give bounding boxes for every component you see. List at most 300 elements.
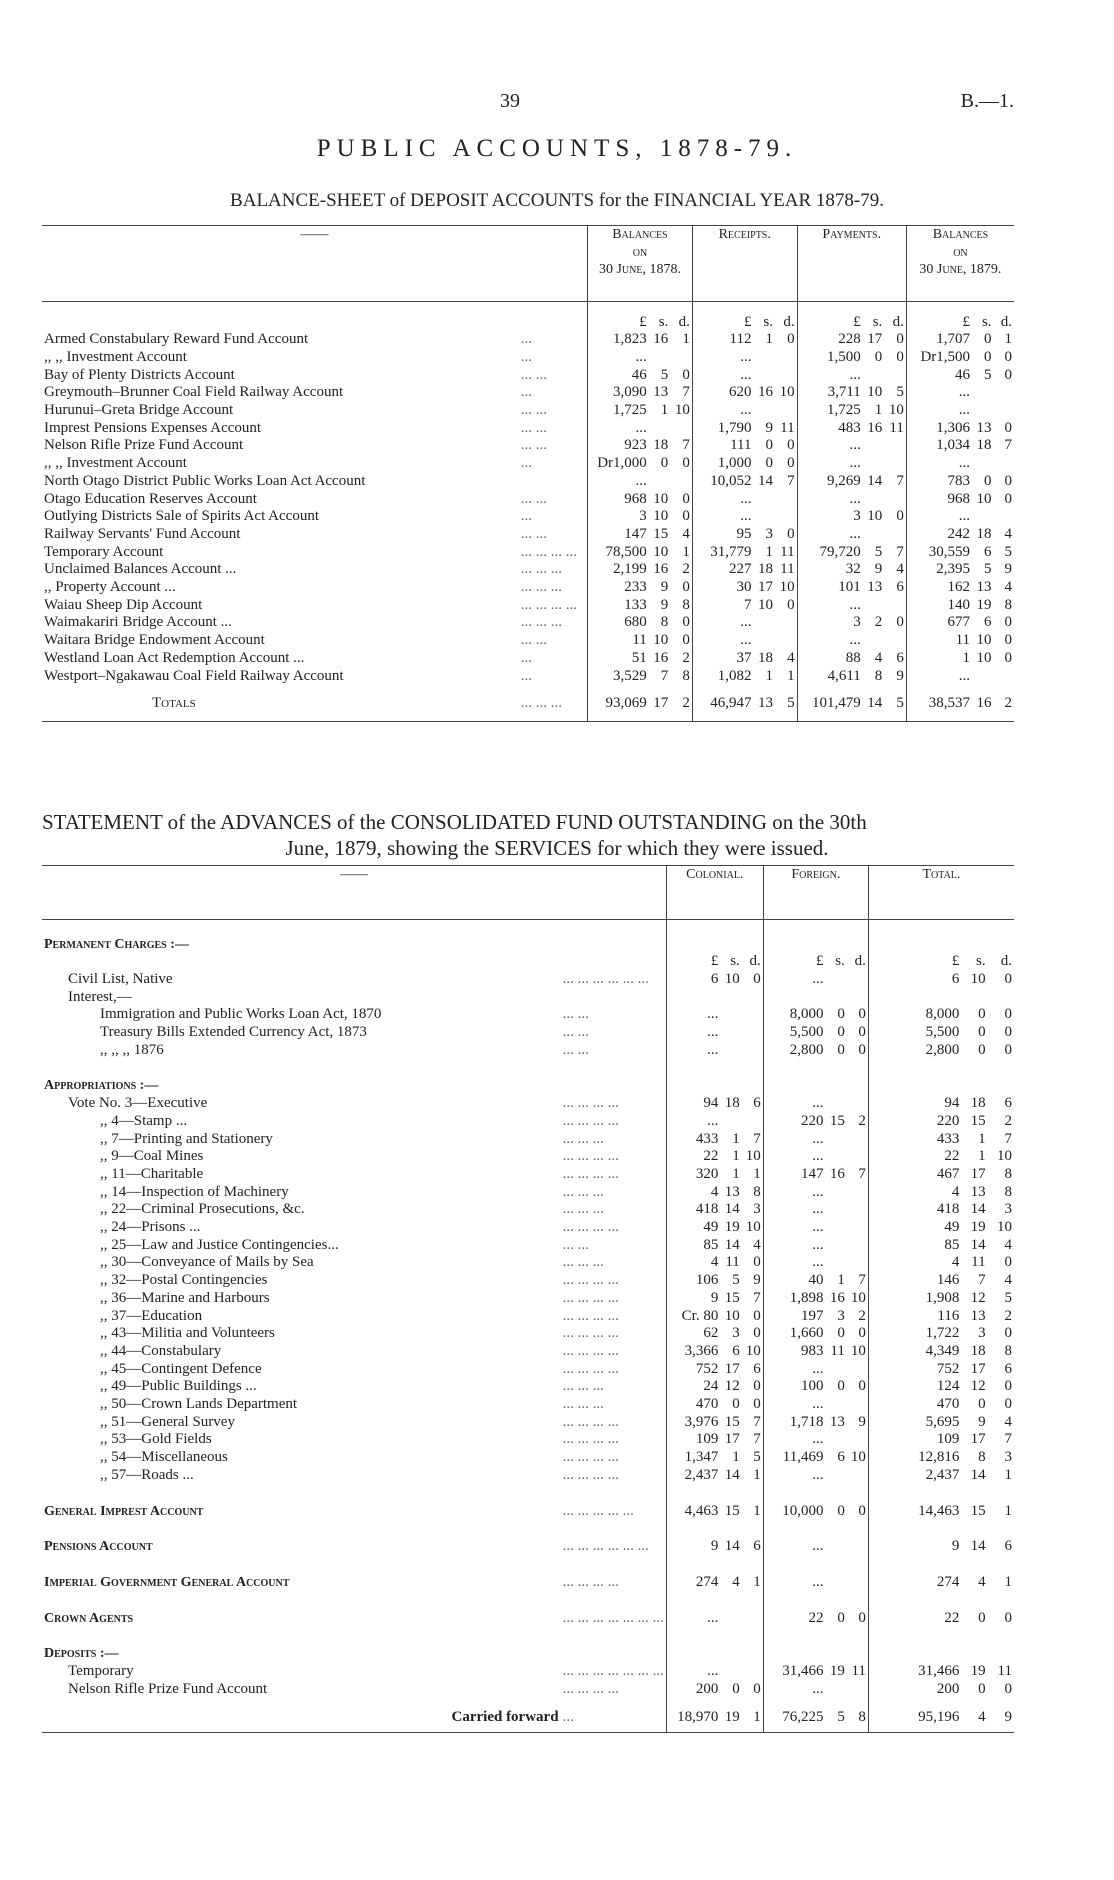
- foreign-pence: [847, 1219, 869, 1237]
- spacer: [868, 1627, 961, 1645]
- foreign-pence: 7: [847, 1272, 869, 1290]
- spacer: [519, 314, 588, 332]
- header-total: Total.: [922, 867, 961, 882]
- label-text: ,, 57—Roads ...: [100, 1466, 194, 1483]
- spacer: [720, 1485, 741, 1503]
- opening-shillings: [649, 420, 671, 438]
- foreign-pounds: 31,466: [782, 1663, 824, 1680]
- row-label: [42, 1148, 561, 1166]
- total-opening-shillings: 17: [649, 695, 671, 721]
- receipts-pence: [775, 508, 797, 526]
- colonial-pence: 7: [742, 1414, 764, 1432]
- total-shillings: 14: [970, 1538, 986, 1555]
- opening-shillings: 15: [653, 525, 669, 542]
- total-pounds: 12,816: [918, 1449, 960, 1466]
- spacer: [868, 1485, 961, 1503]
- service-row: [42, 1396, 1014, 1414]
- unit-label: £: [744, 313, 752, 330]
- row-label: [42, 561, 519, 579]
- receipts-pounds: 10,052: [710, 472, 752, 489]
- payments-pence: [884, 455, 906, 473]
- row-label: [42, 508, 519, 526]
- total-payments-shillings: 14: [863, 695, 885, 721]
- spacer: [42, 1059, 561, 1077]
- spacer: [797, 685, 863, 695]
- spacer: [868, 1592, 961, 1610]
- spacer: [42, 1627, 561, 1645]
- payments-pounds: ...: [849, 490, 861, 507]
- spacer: [561, 953, 667, 971]
- payments-pence: [884, 526, 906, 544]
- spacer: [763, 1592, 825, 1610]
- foreign-pence: 0: [847, 1503, 869, 1521]
- opening-pence: 2: [670, 561, 692, 579]
- section-row: [42, 1503, 1014, 1521]
- leader-dots: ... ... ... ... ... ...: [561, 1538, 667, 1556]
- receipts-shillings: 14: [758, 472, 774, 489]
- label-text: Hurunui–Greta Bridge Account: [44, 402, 234, 419]
- receipts-pounds: ...: [740, 614, 752, 631]
- leader-dots: ... ...: [561, 1024, 667, 1042]
- total-pence: 2: [1004, 1307, 1012, 1324]
- row-label: [42, 437, 519, 455]
- account-row: [42, 632, 1014, 650]
- spacer: [42, 1699, 561, 1709]
- spacer: [561, 1699, 667, 1709]
- leader-dots: ... ... ... ...: [561, 1095, 667, 1113]
- leader-dots: ...: [519, 650, 588, 668]
- receipts-shillings: 0: [765, 455, 774, 472]
- total-pounds: 31,466: [918, 1663, 960, 1680]
- receipts-pence: 0: [775, 526, 797, 544]
- account-row: [42, 544, 1014, 562]
- payments-pence: 7: [884, 473, 906, 491]
- payments-shillings: 10: [867, 508, 883, 525]
- label-text: Imprest Pensions Expenses Account: [44, 419, 262, 436]
- foreign-pounds: 983: [800, 1342, 824, 1359]
- closing-pounds: 968: [947, 490, 971, 507]
- colonial-shillings: [720, 1113, 741, 1131]
- colonial-pence: 8: [742, 1184, 764, 1202]
- receipts-pence: [775, 402, 797, 420]
- spacer: [863, 302, 885, 314]
- foreign-shillings: [825, 1574, 846, 1592]
- payments-pounds: ...: [849, 437, 861, 454]
- total-opening-pence: 2: [670, 695, 692, 721]
- opening-pence: 7: [670, 384, 692, 402]
- service-row: [42, 1467, 1014, 1485]
- payments-shillings: 14: [867, 472, 883, 489]
- closing-pence: 0: [1004, 419, 1012, 436]
- leader-dots: ... ... ... ...: [561, 1449, 667, 1467]
- foreign-shillings: [825, 936, 846, 954]
- row-label: [42, 1272, 561, 1290]
- cf-total-shillings: 4: [961, 1709, 987, 1733]
- closing-shillings: 5: [984, 366, 992, 383]
- closing-pence: 9: [1004, 561, 1012, 578]
- payments-pounds: ...: [849, 596, 861, 613]
- service-row: [42, 1113, 1014, 1131]
- colonial-pounds: 62: [703, 1325, 719, 1342]
- unit-label: £: [815, 953, 824, 970]
- colonial-pounds: 6: [710, 970, 719, 987]
- payments-shillings: 2: [874, 614, 883, 631]
- colonial-pounds: 85: [703, 1236, 719, 1253]
- spacer: [797, 302, 863, 314]
- foreign-shillings: [825, 1095, 846, 1113]
- spacer: [561, 1520, 667, 1538]
- colonial-pence: [742, 1663, 764, 1681]
- spacer: [868, 1059, 961, 1077]
- opening-pence: [670, 473, 692, 491]
- colonial-pence: 10: [742, 1148, 764, 1166]
- spacer: [961, 1699, 987, 1709]
- account-row: [42, 597, 1014, 615]
- total-closing-pence: 2: [994, 695, 1014, 721]
- opening-shillings: [649, 473, 671, 491]
- closing-shillings: 18: [976, 525, 992, 542]
- row-label: [42, 331, 519, 349]
- label-text: ,, 24—Prisons ...: [100, 1219, 201, 1236]
- colonial-pounds: 320: [695, 1165, 719, 1182]
- payments-pounds: ...: [849, 455, 861, 472]
- foreign-shillings: 13: [829, 1413, 845, 1430]
- colonial-pence: 7: [742, 1431, 764, 1449]
- opening-pounds: 968: [624, 490, 647, 507]
- leader-dots: ... ... ... ...: [561, 1148, 667, 1166]
- foreign-shillings: 16: [829, 1289, 845, 1306]
- closing-pence: 0: [1004, 490, 1012, 507]
- spacer: [720, 1556, 741, 1574]
- unit-label: d.: [1000, 953, 1012, 970]
- foreign-pounds: ...: [812, 1148, 824, 1165]
- row-label: [42, 650, 519, 668]
- label-text: ,, 50—Crown Lands Department: [100, 1396, 298, 1413]
- opening-pence: 1: [670, 331, 692, 349]
- foreign-shillings: 11: [830, 1342, 845, 1359]
- account-row: [42, 455, 1014, 473]
- leader-dots: ... ... ...: [561, 1201, 667, 1219]
- row-label: [42, 420, 519, 438]
- spacer: [763, 1485, 825, 1503]
- spacer: [825, 1627, 846, 1645]
- spacer: [670, 685, 692, 695]
- spacer: [847, 1485, 869, 1503]
- spacer: [868, 920, 961, 936]
- payments-pounds: 1,500: [827, 348, 861, 365]
- leader-dots: ... ... ...: [561, 1254, 667, 1272]
- receipts-pounds: 620: [729, 384, 752, 401]
- closing-shillings: 5: [984, 561, 992, 578]
- total-pence: 8: [1004, 1183, 1012, 1200]
- colonial-pence: [742, 1006, 764, 1024]
- colonial-shillings: 14: [724, 1466, 740, 1483]
- total-shillings: [961, 989, 987, 1007]
- receipts-pence: 11: [775, 420, 797, 438]
- colonial-pounds: 1,347: [684, 1449, 719, 1466]
- row-label: [42, 384, 519, 402]
- closing-pence: 1: [1004, 331, 1012, 348]
- service-row: [42, 1449, 1014, 1467]
- unit-label: £: [710, 953, 719, 970]
- spacer: [868, 1520, 961, 1538]
- opening-shillings: 16: [653, 561, 669, 578]
- receipts-pence: [775, 367, 797, 385]
- label-text: ,, 30—Conveyance of Mails by Sea: [100, 1254, 314, 1271]
- foreign-shillings: [825, 1148, 846, 1166]
- payments-pounds: 4,611: [827, 667, 861, 684]
- colonial-pounds: 49: [703, 1219, 719, 1236]
- total-pence: 0: [1004, 970, 1012, 987]
- spacer: [868, 1556, 961, 1574]
- leader-dots: ... ... ...: [561, 1396, 667, 1414]
- total-shillings: 0: [978, 1041, 986, 1058]
- spacer: [666, 1592, 720, 1610]
- foreign-shillings: [825, 1219, 846, 1237]
- leader-dots: ... ... ... ...: [561, 1325, 667, 1343]
- foreign-pounds: 1,718: [789, 1413, 824, 1430]
- total-pounds: 124: [936, 1378, 960, 1395]
- total-pence: 0: [1004, 1041, 1012, 1058]
- colonial-shillings: 5: [732, 1272, 740, 1289]
- total-pounds: 9: [951, 1538, 960, 1555]
- opening-pence: 2: [670, 650, 692, 668]
- foreign-shillings: [825, 1184, 846, 1202]
- payments-shillings: 10: [867, 384, 883, 401]
- receipts-pounds: 37: [736, 649, 752, 666]
- row-label: [42, 1681, 561, 1699]
- total-pence: 6: [1004, 1095, 1012, 1112]
- spacer: [868, 1699, 961, 1709]
- label-text: Railway Servants' Fund Account: [44, 525, 241, 542]
- total-pence: 0: [1004, 1378, 1012, 1395]
- closing-pence: [994, 668, 1014, 686]
- total-pence: 8: [1004, 1165, 1012, 1182]
- foreign-pounds: ...: [812, 1219, 824, 1236]
- spacer: [988, 1520, 1014, 1538]
- closing-pence: 5: [1004, 543, 1012, 560]
- opening-pence: 0: [670, 632, 692, 650]
- opening-pence: 0: [670, 579, 692, 597]
- leader-dots: ... ... ... ...: [519, 544, 588, 562]
- receipts-pounds: 112: [729, 331, 752, 348]
- colonial-pounds: 4,463: [684, 1502, 719, 1519]
- leader-dots: ... ... ...: [519, 695, 588, 721]
- label-text: Permanent Charges :—: [44, 936, 189, 952]
- leader-dots: ... ... ...: [561, 1184, 667, 1202]
- foreign-pence: 11: [847, 1663, 869, 1681]
- closing-pence: 7: [1004, 437, 1012, 454]
- foreign-shillings: [825, 1131, 846, 1149]
- row-label: [42, 1449, 561, 1467]
- section-row: [42, 1645, 1014, 1663]
- leader-dots: ... ...: [519, 526, 588, 544]
- row-label: [42, 1042, 561, 1060]
- cf-foreign-shillings: 5: [825, 1709, 846, 1733]
- total-pence: 0: [1004, 1024, 1012, 1041]
- service-row: [42, 1431, 1014, 1449]
- foreign-pence: 0: [847, 1378, 869, 1396]
- total-pence: 0: [1004, 1680, 1012, 1697]
- colonial-pounds: 752: [695, 1360, 719, 1377]
- spacer: [847, 1059, 869, 1077]
- receipts-shillings: 16: [758, 384, 774, 401]
- service-row: [42, 1095, 1014, 1113]
- row-label: [42, 989, 561, 1007]
- receipts-pence: 0: [775, 437, 797, 455]
- closing-pounds: 1,034: [936, 437, 971, 454]
- receipts-pence: 10: [775, 579, 797, 597]
- foreign-pounds: ...: [812, 1095, 824, 1112]
- spacer: [742, 1627, 764, 1645]
- closing-pence: [994, 384, 1014, 402]
- colonial-shillings: 1: [732, 1148, 740, 1165]
- opening-shillings: 7: [660, 667, 669, 684]
- colonial-pounds: 109: [695, 1431, 719, 1448]
- row-label: [42, 1077, 561, 1095]
- unit-label: s.: [981, 313, 992, 330]
- spacer: [754, 302, 776, 314]
- spacer: [763, 1627, 825, 1645]
- colonial-pence: 0: [742, 1396, 764, 1414]
- closing-shillings: [972, 668, 994, 686]
- opening-pence: 7: [670, 437, 692, 455]
- spacer: [561, 920, 667, 936]
- foreign-pence: 0: [847, 1024, 869, 1042]
- colonial-pounds: 418: [695, 1201, 719, 1218]
- row-label: [42, 1503, 561, 1521]
- colonial-shillings: [720, 1024, 741, 1042]
- spacer: [561, 1556, 667, 1574]
- total-receipts-pence: 5: [775, 695, 797, 721]
- payments-shillings: [863, 437, 885, 455]
- row-label: [42, 1095, 561, 1113]
- total-pounds: 200: [936, 1680, 960, 1697]
- closing-pence: [994, 508, 1014, 526]
- closing-pounds: 140: [947, 596, 971, 613]
- spacer: [775, 302, 797, 314]
- closing-pence: [994, 455, 1014, 473]
- spacer: [742, 1556, 764, 1574]
- colonial-shillings: 6: [732, 1342, 740, 1359]
- label-text: ,, 51—General Survey: [100, 1413, 235, 1430]
- total-shillings: 0: [978, 1024, 986, 1041]
- totals-row: [42, 695, 1014, 721]
- section-row: [42, 1610, 1014, 1628]
- spacer: [720, 1699, 741, 1709]
- total-pence: 5: [1004, 1289, 1012, 1306]
- receipts-pence: 11: [775, 561, 797, 579]
- colonial-pounds: 2,437: [684, 1466, 719, 1483]
- colonial-shillings: [720, 1663, 741, 1681]
- total-pounds: 116: [937, 1307, 960, 1324]
- spacer: [692, 685, 753, 695]
- colonial-shillings: [720, 1645, 741, 1663]
- label-text: Outlying Districts Sale of Spirits Act Account: [44, 508, 319, 525]
- total-shillings: 14: [970, 1236, 986, 1253]
- closing-pounds: 2,395: [936, 561, 971, 578]
- unit-label: d.: [847, 953, 869, 971]
- opening-pence: 8: [670, 668, 692, 686]
- leader-dots: ... ... ...: [519, 614, 588, 632]
- account-row: [42, 561, 1014, 579]
- closing-shillings: 6: [984, 543, 992, 560]
- receipts-pence: [775, 491, 797, 509]
- spacer: [763, 920, 825, 936]
- service-row: [42, 1681, 1014, 1699]
- spacer: [961, 920, 987, 936]
- leader-dots: [519, 473, 588, 491]
- closing-pounds: ...: [958, 402, 971, 419]
- leader-dots: ... ... ... ...: [561, 1113, 667, 1131]
- leader-dots: ...: [561, 1709, 667, 1733]
- row-label: [42, 1431, 561, 1449]
- opening-shillings: 10: [653, 490, 669, 507]
- receipts-shillings: [754, 402, 776, 420]
- spacer: [988, 1485, 1014, 1503]
- label-text: Immigration and Public Works Loan Act, 1870: [100, 1006, 382, 1023]
- total-pence: 4: [1004, 1236, 1012, 1253]
- receipts-shillings: 3: [765, 525, 774, 542]
- total-pence: 6: [1004, 1538, 1012, 1555]
- opening-pence: 0: [670, 491, 692, 509]
- leader-dots: ... ... ... ...: [519, 597, 588, 615]
- spacer: [763, 1059, 825, 1077]
- receipts-shillings: 9: [765, 419, 774, 436]
- row-label: [42, 1024, 561, 1042]
- row-label: [42, 455, 519, 473]
- unit-label: s.: [835, 953, 845, 970]
- receipts-pounds: ...: [740, 508, 752, 525]
- spacer: [825, 1520, 846, 1538]
- balance-sheet-header-row: [42, 226, 1014, 302]
- label-text: ,, 43—Militia and Volunteers: [100, 1325, 275, 1342]
- row-label: [42, 1006, 561, 1024]
- closing-pounds: 46: [955, 366, 971, 383]
- closing-pounds: 677: [947, 614, 971, 631]
- closing-pounds: 242: [947, 525, 971, 542]
- receipts-shillings: 1: [765, 543, 774, 560]
- leader-dots: ...: [519, 668, 588, 686]
- service-row: [42, 1308, 1014, 1326]
- row-label: [42, 491, 519, 509]
- colonial-pounds: 433: [695, 1130, 719, 1147]
- foreign-pence: 0: [847, 1042, 869, 1060]
- spacer: [972, 302, 994, 314]
- row-label: [42, 1113, 561, 1131]
- foreign-pence: 0: [847, 1610, 869, 1628]
- colonial-shillings: [720, 1077, 741, 1095]
- colonial-pence: 0: [742, 1378, 764, 1396]
- service-row: [42, 1024, 1014, 1042]
- unit-label: £: [962, 313, 971, 330]
- foreign-shillings: 0: [837, 1378, 845, 1395]
- foreign-pence: [847, 989, 869, 1007]
- foreign-pence: 0: [847, 1325, 869, 1343]
- closing-shillings: [972, 402, 994, 420]
- colonial-pence: [742, 1042, 764, 1060]
- payments-shillings: 4: [874, 649, 883, 666]
- receipts-shillings: 17: [758, 579, 774, 596]
- closing-shillings: 0: [984, 331, 992, 348]
- label-text: ,, ,, Investment Account: [44, 455, 187, 472]
- unit-label: s.: [763, 313, 774, 330]
- unit-label: d.: [742, 953, 764, 971]
- total-shillings: 1: [978, 1130, 986, 1147]
- receipts-pounds: 1,000: [717, 455, 752, 472]
- opening-pence: [670, 420, 692, 438]
- spacer: [720, 1592, 741, 1610]
